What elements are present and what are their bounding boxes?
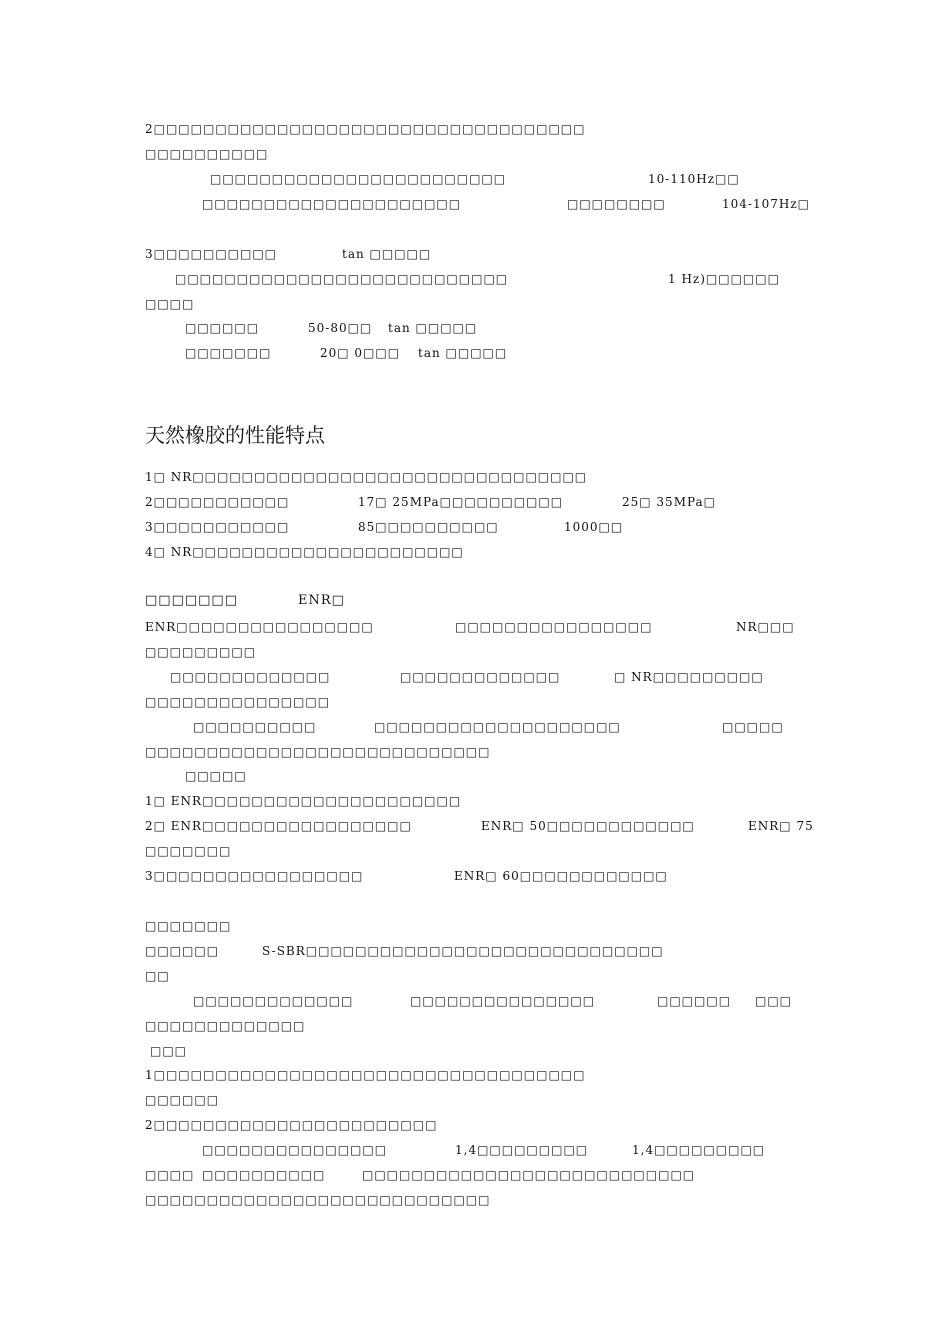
text-line: 1□ NR□□□□□□□□□□□□□□□□□□□□□□□□□□□□□□□□ [145, 470, 588, 484]
text-line: □□□□□□□ [145, 919, 232, 933]
text-line: tan □□□□□ [342, 247, 432, 261]
text-line: □□□□□□□□□ [145, 645, 257, 659]
text-line: ENR□ 75 [748, 819, 814, 833]
text-line: □□□□□ [722, 720, 784, 734]
text-line: □□□□□□ [657, 994, 732, 1008]
text-line: ENR□ 60□□□□□□□□□□□□ [454, 869, 668, 883]
text-line: □□ [145, 969, 170, 983]
text-line: □□□ [755, 994, 793, 1008]
text-line: □□□ [150, 1044, 188, 1058]
text-line: □□□□□□□□□□ [202, 1168, 326, 1182]
text-line: 17□ 25MPa□□□□□□□□□□ [358, 495, 564, 509]
text-line: □□□□□□ [185, 321, 260, 335]
text-line: 85□□□□□□□□□□ [358, 520, 499, 534]
text-line: □□□□□□□□□□□□□□□□□□□□□□□□□□□□ [145, 745, 491, 759]
text-line: □□□□□□□□□□□□□□□□□□□□□□□□□□□ [175, 272, 509, 286]
text-line: □□□□ [145, 297, 195, 311]
text-line: 2□□□□□□□□□□□ [145, 495, 290, 509]
text-line: 1 Hz)□□□□□□ [668, 272, 780, 286]
text-line: S-SBR□□□□□□□□□□□□□□□□□□□□□□□□□□□□□ [262, 944, 664, 958]
text-line: □ NR□□□□□□□□□ [614, 670, 764, 684]
text-line: □□□□ [145, 1168, 195, 1182]
text-line: □□□□□□ [145, 944, 220, 958]
text-line: □□□□□□□□□□□□□□□ [410, 994, 596, 1008]
text-line: ENR□ 50□□□□□□□□□□□□ [481, 819, 695, 833]
text-line: 50-80□□ [308, 321, 373, 335]
text-line: □□□□□ [185, 769, 247, 783]
text-line: □□□□□□□□ [567, 197, 666, 211]
text-line: □□□□□□□ [185, 346, 272, 360]
text-line: □□□□□□□□□□□□□□□ [202, 1143, 388, 1157]
text-line: □□□□□□□□□□□□□□□□□□□□ [374, 720, 621, 734]
text-line: □□□□□□□□□□□□□□□□□□□□□□□□□□□□ [145, 1193, 491, 1207]
text-line: □□□□□□□□□□ [193, 720, 317, 734]
text-line: □□□□□□□□□□□□□ [193, 994, 354, 1008]
text-line: □□□□□□□□□□ [145, 147, 269, 161]
text-line: tan □□□□□ [418, 346, 508, 360]
text-line: 1□ ENR□□□□□□□□□□□□□□□□□□□□□ [145, 794, 462, 808]
subsection-title: ENR□ [298, 593, 345, 608]
text-line: 104-107Hz□ [722, 197, 810, 211]
text-line: □□□□□□□□□□□□□ [170, 670, 331, 684]
text-line: □□□□□□ [145, 1093, 220, 1107]
text-line: □□□□□□□□□□□□□□□□□□□□□□□□□□□ [362, 1168, 696, 1182]
text-line: 1□□□□□□□□□□□□□□□□□□□□□□□□□□□□□□□□□□□ [145, 1068, 586, 1082]
text-line: 1,4□□□□□□□□□ [632, 1143, 766, 1157]
text-line: □□□□□□□□□□□□□□□□□□□□□□□□ [210, 172, 507, 186]
subsection-title: □□□□□□□ [145, 593, 238, 608]
text-line: □□□□□□□□□□□□□ [400, 670, 561, 684]
text-line: 2□□□□□□□□□□□□□□□□□□□□□□□ [145, 1118, 438, 1132]
text-line: 2□□□□□□□□□□□□□□□□□□□□□□□□□□□□□□□□□□□ [145, 122, 586, 136]
text-line: 10-110Hz□□ [648, 172, 740, 186]
text-line: 4□ NR□□□□□□□□□□□□□□□□□□□□□□ [145, 545, 464, 559]
text-line: 1000□□ [564, 520, 624, 534]
text-line: ENR□□□□□□□□□□□□□□□□ [145, 620, 374, 634]
text-line: □□□□□□□□□□□□□□□□ [455, 620, 653, 634]
text-line: 20□ 0□□□ [320, 346, 401, 360]
text-line: tan □□□□□ [388, 321, 478, 335]
text-line: 3□□□□□□□□□□ [145, 247, 278, 261]
text-line: 3□□□□□□□□□□□ [145, 520, 290, 534]
text-line: 3□□□□□□□□□□□□□□□□□ [145, 869, 364, 883]
text-line: 1,4□□□□□□□□□ [455, 1143, 589, 1157]
text-line: NR□□□ [736, 620, 795, 634]
text-line: 25□ 35MPa□ [622, 495, 717, 509]
text-line: □□□□□□□ [145, 844, 232, 858]
text-line: □□□□□□□□□□□□□□□□□□□□□ [202, 197, 462, 211]
text-line: 2□ ENR□□□□□□□□□□□□□□□□□ [145, 819, 412, 833]
text-line: □□□□□□□□□□□□□ [145, 1019, 306, 1033]
text-line: □□□□□□□□□□□□□□□ [145, 695, 331, 709]
section-heading: 天然橡胶的性能特点 [145, 423, 325, 447]
